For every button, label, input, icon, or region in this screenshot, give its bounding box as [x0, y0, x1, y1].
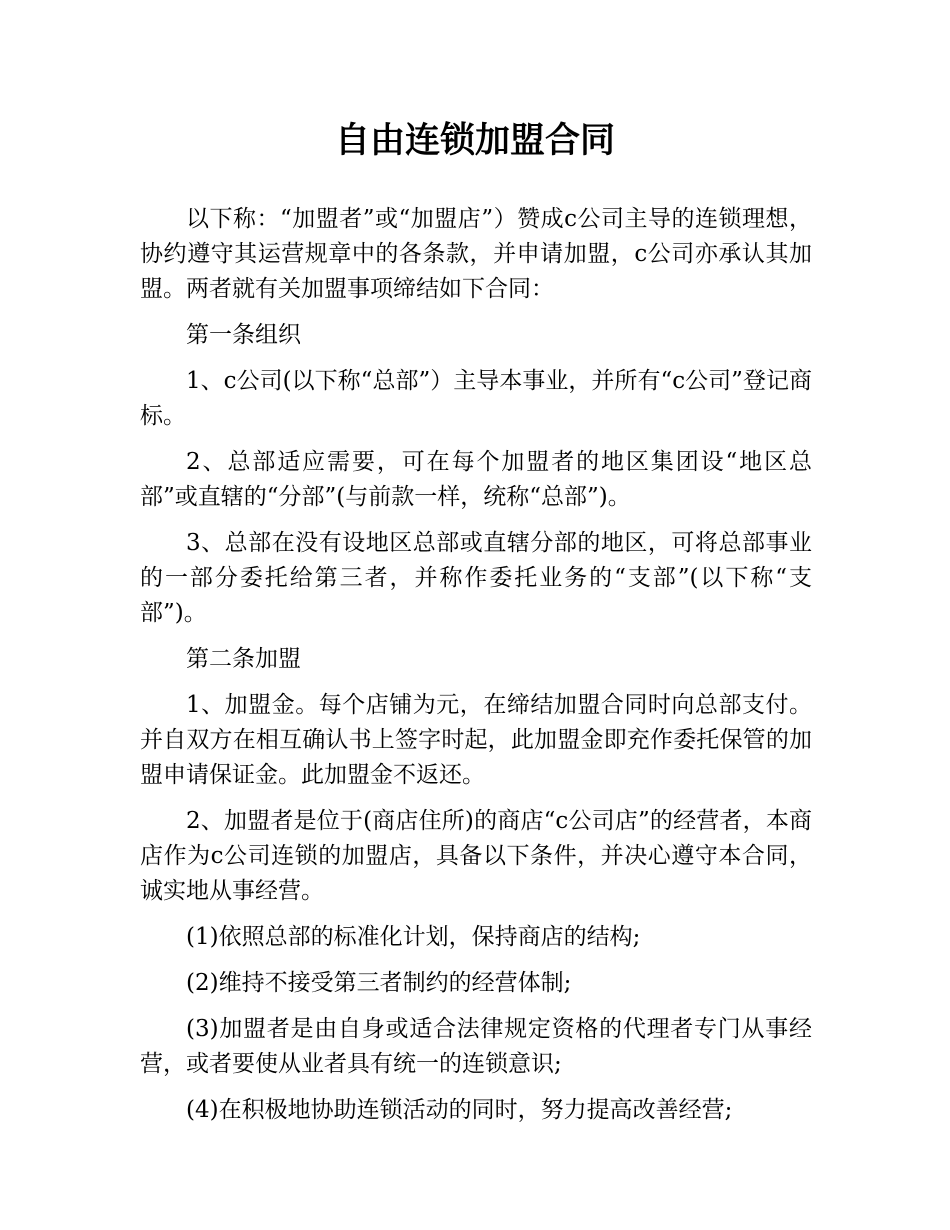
- paragraph: 1、加盟金。每个店铺为元，在缔结加盟合同时向总部支付。并自双方在相互确认书上签字时起，此加盟金即充作委托保管的加盟申请保证金。此加盟金不返还。: [140, 692, 812, 788]
- list-item: (4)在积极地协助连锁活动的同时，努力提高改善经营;: [186, 1097, 733, 1123]
- paragraph-intro: 以下称：“加盟者”或“加盟店”）赞成c公司主导的连锁理想，协约遵守其运营规章中的各条款，并申请加盟，c公司亦承认其加盟。两者就有关加盟事项缔结如下合同：: [140, 206, 812, 302]
- section-heading-2: 第二条加盟: [186, 646, 301, 672]
- list-item: (2)维持不接受第三者制约的经营体制;: [186, 970, 572, 996]
- section-heading-1: 第一条组织: [186, 322, 301, 348]
- paragraph: 1、c公司(以下称“总部”）主导本事业，并所有“c公司”登记商标。: [140, 368, 812, 429]
- document-title: 自由连锁加盟合同: [334, 121, 615, 161]
- paragraph: 2、加盟者是位于(商店住所)的商店“c公司店”的经营者，本商店作为c公司连锁的加盟店，具备以下条件，并决心遵守本合同，诚实地从事经营。: [140, 808, 812, 904]
- paragraph: 2、总部适应需要，可在每个加盟者的地区集团设“地区总部”或直辖的“分部”(与前款一样，统称“总部”)。: [140, 449, 812, 510]
- list-item: (1)依照总部的标准化计划，保持商店的结构;: [186, 924, 641, 950]
- document-body: [140, 202, 812, 1139]
- paragraph: 3、总部在没有设地区总部或直辖分部的地区，可将总部事业的一部分委托给第三者，并称作委托业务的“支部”(以下称“支部”)。: [140, 530, 812, 626]
- list-item: (3)加盟者是由自身或适合法律规定资格的代理者专门从事经营，或者要使从业者具有统一的连锁意识;: [140, 1016, 812, 1077]
